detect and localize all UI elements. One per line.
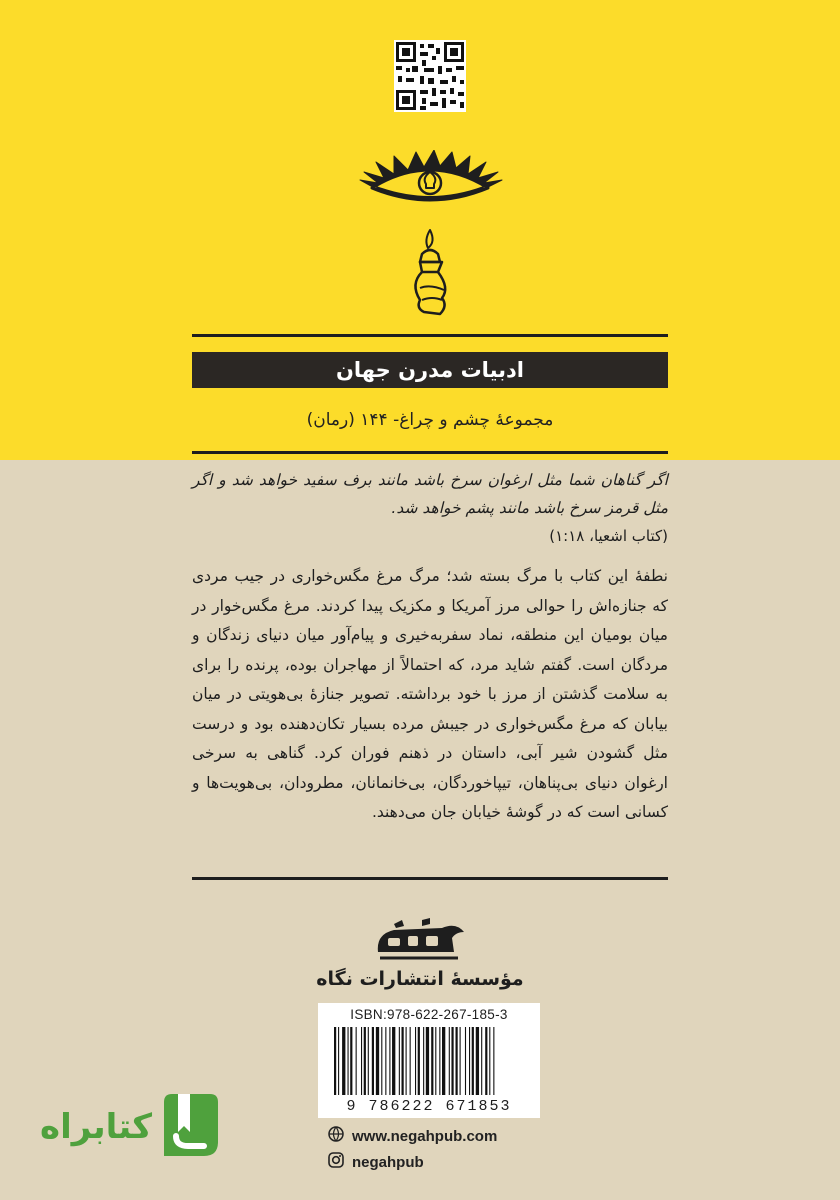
barcode-panel — [318, 1003, 540, 1118]
publisher-logo-icon — [372, 918, 468, 966]
instagram-line[interactable] — [328, 1152, 424, 1172]
back-cover-text — [192, 466, 668, 828]
publisher-name: مؤسسهٔ انتشارات نگاه — [316, 968, 524, 990]
synopsis-paragraph: نطفهٔ این کتاب با مرگ بسته شد؛ مرگ مرغ مگس‌خواری در جیب مردی که جنازه‌اش را حوالی مرز آمریکا و مکزیک پیدا کردند. مرغ مگس‌خوار در میان بومیان این منطقه، نماد سفربه‌خیری و پیام‌آور میان دنیای زندگان و مردگان است. گفتم شاید مرد، که احتمالاً از مهاجران بوده، پرنده را برای به سلامت گذشتن از مرز با خود برداشته. تصویر جنازهٔ بی‌هویتی در میان بیابان که مرغ مگس‌خواری در جیبش مرده بسیار تکان‌دهنده بود و درست مثل گشودن شیر آبی، داستان در ذهنم فوران کرد. گناهی به سرخی ارغوان دنیای بی‌پناهان، تیپاخوردگان، بی‌خانمانان، مطرودان، بی‌هویت‌ها و کسانی است که در گوشهٔ خیابان جان می‌دهند. — [192, 567, 668, 821]
barcode-icon — [332, 1027, 526, 1101]
epigraph-source: (کتاب اشعیا، ۱:۱۸) — [549, 527, 668, 545]
website-url[interactable]: www.negahpub.com — [352, 1127, 498, 1145]
ketabrah-label: کتابراه — [40, 1107, 153, 1147]
eye-lamp-emblem-icon — [350, 150, 510, 325]
instagram-handle[interactable]: negahpub — [352, 1153, 424, 1171]
series-label: ادبیات مدرن جهان — [336, 358, 524, 382]
instagram-icon — [328, 1152, 344, 1172]
series-banner — [192, 352, 668, 388]
ketabrah-watermark — [40, 1092, 216, 1162]
ketabrah-logo-icon — [156, 1092, 220, 1162]
epigraph-quote: اگر گناهان شما مثل ارغوان سرخ باشد مانند برف سفید خواهد شد و اگر مثل قرمز سرخ باشد مانند پشم خواهد شد. — [192, 471, 668, 517]
globe-icon — [328, 1126, 344, 1146]
qr-code-icon — [394, 40, 466, 112]
collection-label: مجموعهٔ چشم و چراغ- ۱۴۴ (رمان) — [306, 410, 554, 430]
top-divider — [192, 334, 668, 337]
website-line[interactable] — [328, 1126, 497, 1146]
isbn-label: ISBN:978-622-267-185-3 — [350, 1007, 508, 1022]
barcode-digits: 9 786222 671853 — [346, 1098, 512, 1115]
middle-divider — [192, 451, 668, 454]
bottom-divider — [192, 877, 668, 880]
